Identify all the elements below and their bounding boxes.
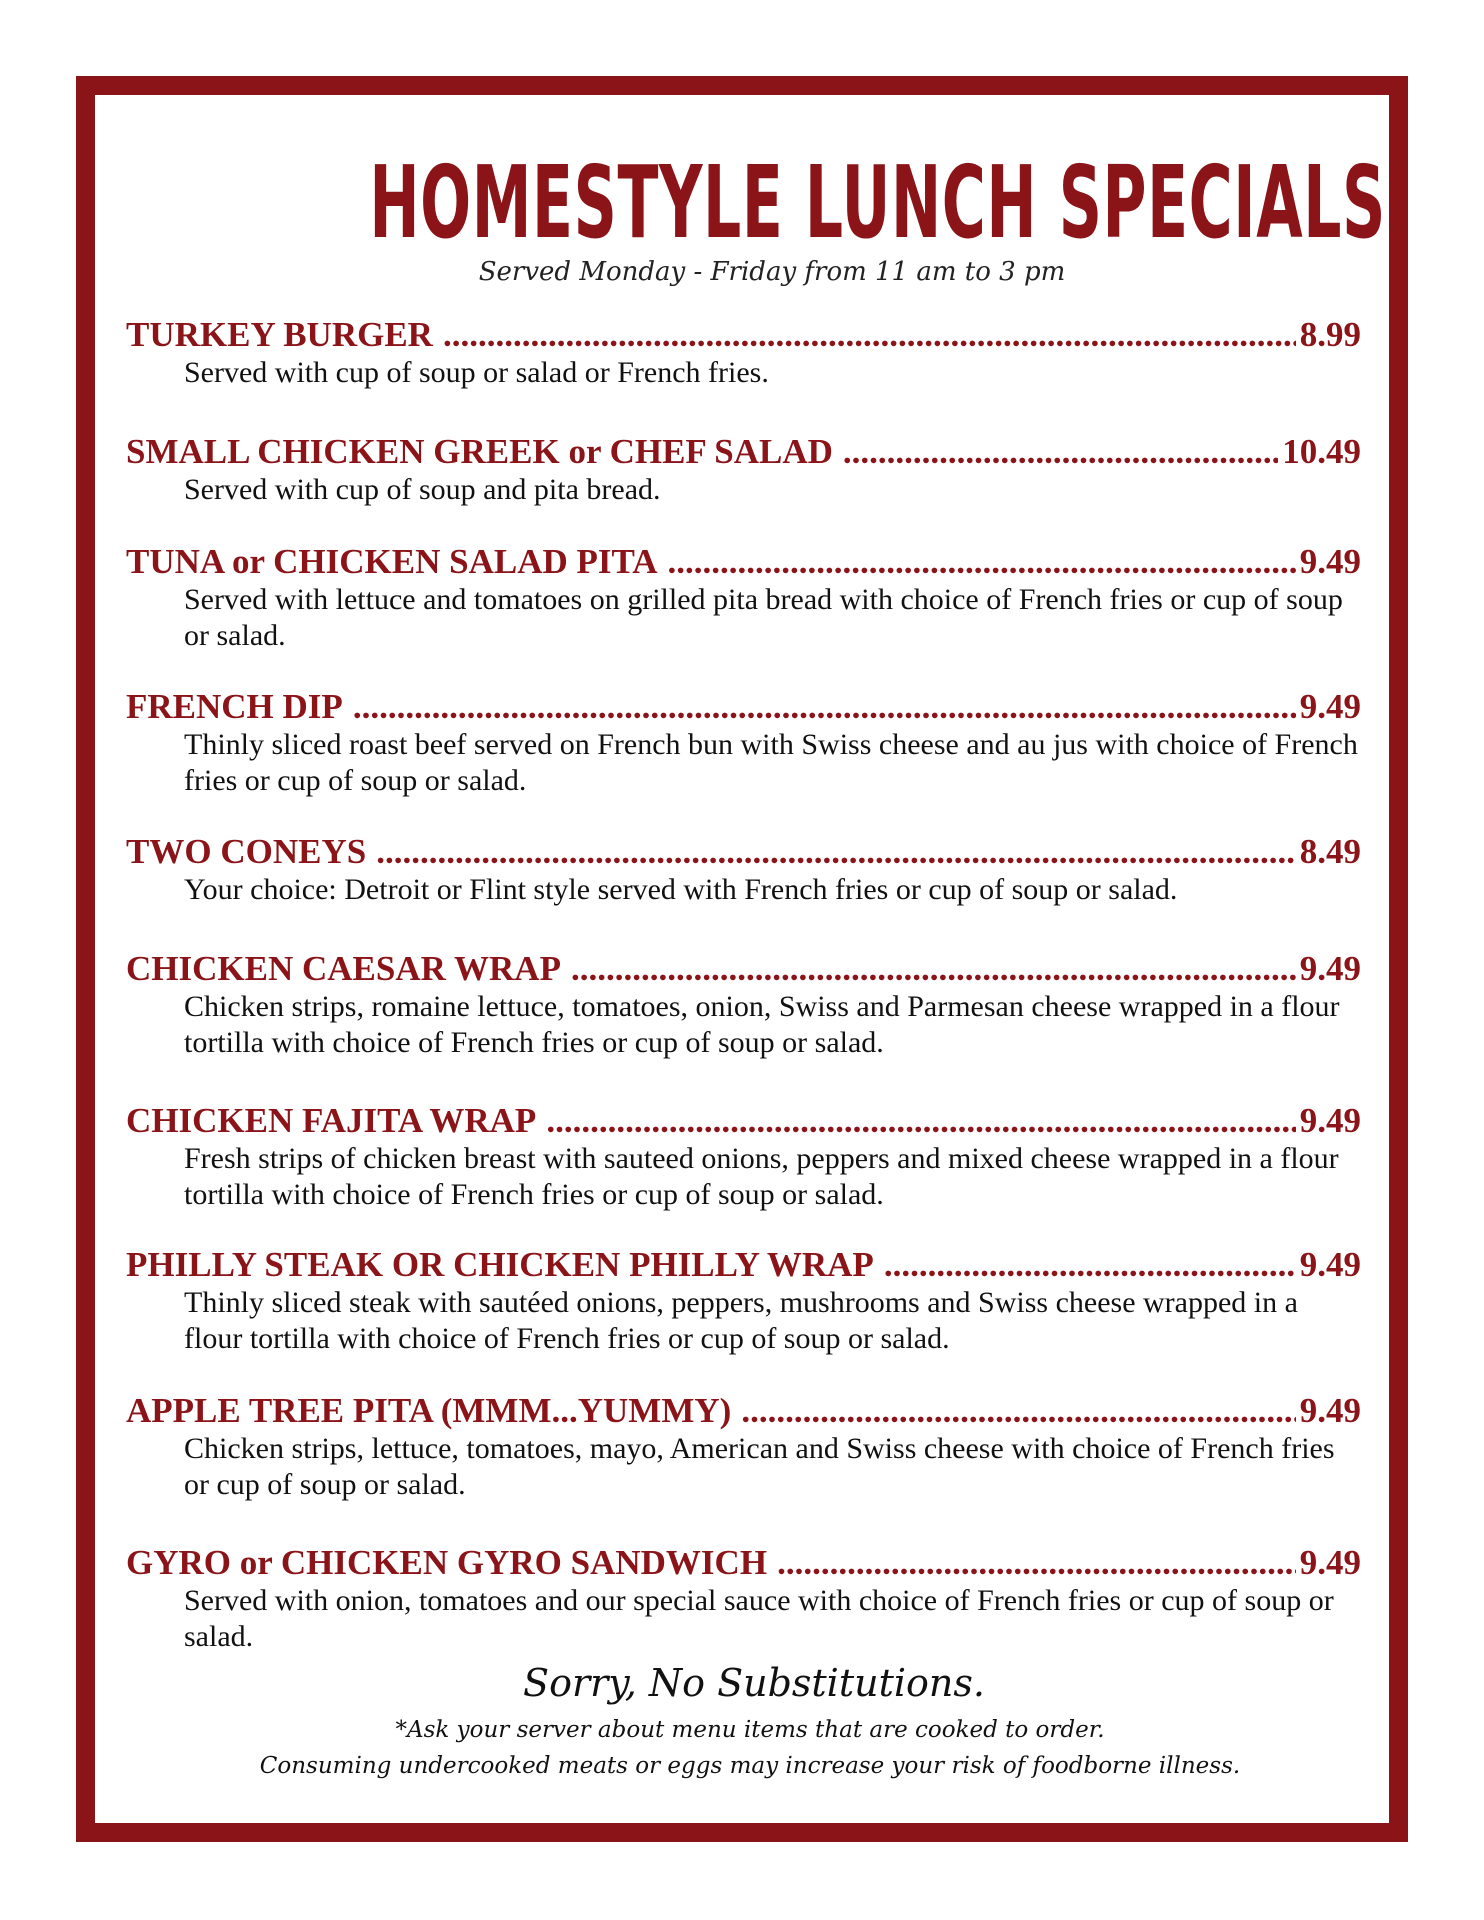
menu-item-line [126, 315, 1361, 355]
page-title: HOMESTYLE LUNCH SPECIALS [369, 144, 1386, 261]
menu-item-description: Chicken strips, romaine lettuce, tomatoes, onion, Swiss and Parmesan cheese wrapped in a flour tortilla with choice of French fries or cup of soup or salad. [184, 990, 1340, 1059]
menu-item-price: 9.49 [1299, 1543, 1361, 1582]
menu-item-description: Thinly sliced steak with sautéed onions, peppers, mushrooms and Swiss cheese wrapped in a flour tortilla with choice of French fries or cup of soup or salad. [184, 1286, 1298, 1355]
disclaimer-line: *Ask your server about menu items that are cooked to order. [395, 1717, 1105, 1743]
dot-leader [376, 832, 1296, 872]
menu-item-price: 9.49 [1299, 1101, 1361, 1140]
menu-item-price: 9.49 [1299, 1391, 1361, 1430]
menu-item-philly-steak-wrap [126, 1245, 1361, 1357]
dot-leader [843, 432, 1278, 472]
menu-item-line [126, 1245, 1361, 1285]
menu-item-chicken-caesar-wrap [126, 949, 1361, 1061]
no-substitutions-notice: Sorry, No Substitutions. [523, 1661, 985, 1705]
menu-item-tuna-chicken-salad-pita [126, 542, 1361, 654]
menu-item-line [126, 949, 1361, 989]
menu-item-name: PHILLY STEAK OR CHICKEN PHILLY WRAP [126, 1245, 874, 1284]
menu-item-small-chicken-greek-salad [126, 432, 1361, 508]
menu-item-line [126, 1101, 1361, 1141]
menu-item-name: SMALL CHICKEN GREEK or CHEF SALAD [126, 432, 833, 471]
dot-leader [546, 1101, 1295, 1141]
menu-item-line [126, 687, 1361, 727]
menu-item-price: 9.49 [1299, 542, 1361, 581]
menu-item-gyro-sandwich [126, 1543, 1361, 1655]
menu-item-price: 8.49 [1299, 832, 1361, 871]
menu-item-name: FRENCH DIP [126, 687, 343, 726]
menu-frame [76, 76, 1408, 1842]
menu-item-line [126, 432, 1361, 472]
menu-item-description: Thinly sliced roast beef served on French bun with Swiss cheese and au jus with choice of French fries or cup of soup or salad. [184, 728, 1358, 797]
menu-item-description: Served with cup of soup and pita bread. [184, 473, 661, 506]
dot-leader [741, 1391, 1295, 1431]
menu-item-description: Served with cup of soup or salad or French fries. [184, 356, 769, 389]
dot-leader [777, 1543, 1296, 1583]
menu-item-chicken-fajita-wrap [126, 1101, 1361, 1213]
menu-item-apple-tree-pita [126, 1391, 1361, 1503]
menu-item-name: TWO CONEYS [126, 832, 367, 871]
menu-item-description: Your choice: Detroit or Flint style served with French fries or cup of soup or salad. [184, 873, 1178, 906]
menu-item-description: Served with onion, tomatoes and our special sauce with choice of French fries or cup of soup or salad. [184, 1584, 1334, 1653]
serving-hours: Served Monday - Friday from 11 am to 3 pm [478, 257, 1066, 287]
menu-item-name: CHICKEN CAESAR WRAP [126, 949, 561, 988]
menu-item-name: GYRO or CHICKEN GYRO SANDWICH [126, 1543, 768, 1582]
menu-item-description: Chicken strips, lettuce, tomatoes, mayo, American and Swiss cheese with choice of French fries or cup of soup or salad. [184, 1432, 1335, 1501]
menu-item-line [126, 832, 1361, 872]
menu-item-line [126, 1391, 1361, 1431]
disclaimer-line: Consuming undercooked meats or eggs may increase your risk of foodborne illness. [259, 1753, 1241, 1779]
menu-item-line [126, 542, 1361, 582]
menu-item-turkey-burger [126, 315, 1361, 391]
menu-item-price: 10.49 [1282, 432, 1361, 471]
dot-leader [571, 949, 1296, 989]
menu-item-name: TURKEY BURGER [126, 315, 433, 354]
menu-item-name: TUNA or CHICKEN SALAD PITA [126, 542, 658, 581]
menu-item-line [126, 1543, 1361, 1583]
menu-item-two-coneys [126, 832, 1361, 908]
dot-leader [668, 542, 1296, 582]
menu-item-price: 9.49 [1299, 1245, 1361, 1284]
menu-item-price: 9.49 [1299, 687, 1361, 726]
dot-leader [884, 1245, 1296, 1285]
menu-item-name: CHICKEN FAJITA WRAP [126, 1101, 537, 1140]
menu-item-name: APPLE TREE PITA (MMM...YUMMY) [126, 1391, 732, 1430]
dot-leader [443, 315, 1296, 355]
dot-leader [353, 687, 1296, 727]
menu-item-description: Fresh strips of chicken breast with sauteed onions, peppers and mixed cheese wrapped in a flour tortilla with choice of French fries or cup of soup or salad. [184, 1142, 1339, 1211]
menu-item-french-dip [126, 687, 1361, 799]
menu-item-price: 8.99 [1299, 315, 1361, 354]
menu-item-description: Served with lettuce and tomatoes on grilled pita bread with choice of French fries or cup of soup or salad. [184, 583, 1343, 652]
menu-item-price: 9.49 [1299, 949, 1361, 988]
